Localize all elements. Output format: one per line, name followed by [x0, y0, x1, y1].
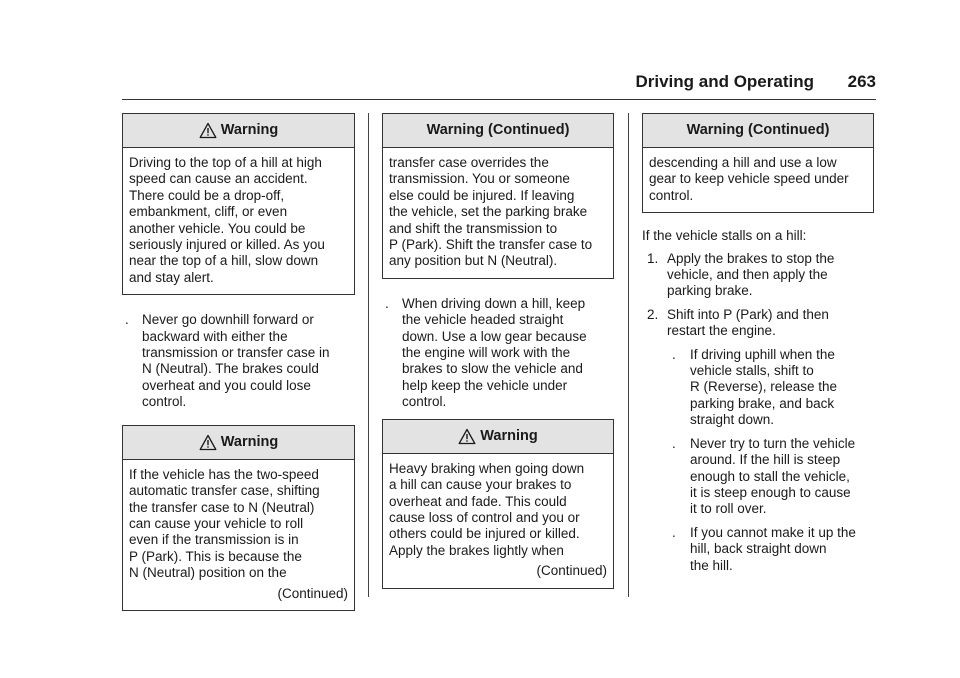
warning-icon — [458, 428, 476, 445]
text-line: There could be a drop-off, — [129, 187, 285, 203]
bullet-marker: . — [125, 312, 129, 328]
text-line: transmission or transfer case in — [142, 345, 330, 361]
warning-header — [123, 114, 354, 148]
bullet-marker: . — [385, 295, 389, 311]
bullet-marker: . — [672, 346, 676, 362]
text-line: the transfer case to N (Neutral) — [129, 499, 315, 515]
warning-title: Warning (Continued) — [686, 122, 830, 139]
text-line: straight down. — [690, 412, 775, 428]
warning-title: Warning — [480, 427, 538, 444]
text-line: If driving uphill when the — [690, 346, 835, 362]
column-1 — [122, 113, 355, 611]
warning-header — [123, 426, 354, 460]
text-line: near the top of a hill, slow down — [129, 253, 319, 269]
text-line: P (Park). This is because the — [129, 548, 302, 564]
text-line: Shift into P (Park) and then — [667, 306, 829, 322]
sub-bullet-item — [642, 436, 874, 518]
warning-body — [123, 460, 354, 610]
text-line: down. Use a low gear because — [402, 328, 587, 344]
text-line: P (Park). Shift the transfer case to — [389, 237, 593, 253]
text-line: the engine will work with the — [402, 345, 571, 361]
text-line: N (Neutral) position on the — [129, 565, 287, 581]
text-line: seriously injured or killed. As you — [129, 237, 325, 253]
warning-box-heavy-braking — [382, 419, 614, 589]
warning-body — [643, 148, 873, 212]
column-divider-2 — [628, 113, 629, 597]
page-header — [122, 72, 876, 100]
warning-box-continued — [382, 113, 614, 279]
text-line: Driving to the top of a hill at high — [129, 155, 322, 170]
continued-label: (Continued) — [277, 585, 348, 601]
text-line: Never go downhill forward or — [142, 312, 314, 328]
step-number: 2. — [647, 306, 659, 322]
text-line: others could be injured or killed. — [389, 526, 580, 542]
warning-icon — [199, 122, 217, 139]
warning-body — [383, 454, 613, 588]
text-line: a hill can cause your brakes to — [389, 477, 572, 493]
text-line: can cause your vehicle to roll — [129, 515, 304, 531]
text-line: vehicle, and then apply the — [667, 267, 828, 283]
text-line: control. — [649, 187, 694, 203]
numbered-step — [642, 307, 874, 340]
warning-box-continued — [642, 113, 874, 213]
text-line: transmission. You or someone — [389, 171, 570, 187]
numbered-step — [642, 251, 874, 300]
text-line: N (Neutral). The brakes could — [142, 361, 319, 377]
column-divider-1 — [368, 113, 369, 597]
text-line: R (Reverse), release the — [690, 379, 838, 395]
text-line: another vehicle. You could be — [129, 220, 306, 236]
bullet-marker: . — [672, 524, 676, 540]
text-line: any position but N (Neutral). — [389, 253, 558, 269]
text-line: Heavy braking when going down — [389, 460, 585, 476]
text-line: backward with either the — [142, 328, 288, 344]
bullet-item — [382, 296, 614, 411]
bullet-marker: . — [672, 435, 676, 451]
text-line: the vehicle, set the parking brake — [389, 204, 588, 220]
warning-title: Warning — [220, 122, 279, 139]
text-line: restart the engine. — [667, 323, 776, 339]
sub-bullet-item — [642, 525, 874, 574]
text-line: If the vehicle has the two-speed — [129, 466, 319, 482]
warning-box-hill-top — [122, 113, 355, 295]
text-line: embankment, cliff, or even — [129, 204, 288, 220]
text-line: gear to keep vehicle speed under — [649, 171, 849, 187]
warning-title: Warning — [220, 433, 279, 450]
text-line: descending a hill and use a low — [649, 155, 837, 170]
text-line: and shift the transmission to — [389, 220, 558, 236]
text-line: it to roll over. — [690, 501, 767, 517]
section-title: Driving and Operating — [635, 72, 814, 91]
warning-header — [643, 114, 873, 148]
text-line: Apply the brakes to stop the — [667, 250, 835, 266]
sub-bullet-item — [642, 347, 874, 429]
warning-header — [383, 420, 613, 454]
column-2 — [382, 113, 614, 589]
text-line: When driving down a hill, keep — [402, 295, 586, 311]
warning-icon — [199, 434, 217, 451]
text-line: else could be injured. If leaving — [389, 187, 575, 203]
column-3 — [642, 113, 874, 574]
text-line: vehicle stalls, shift to — [690, 363, 814, 379]
text-line: overheat and you could lose — [142, 377, 311, 393]
warning-header — [383, 114, 613, 148]
intro-text: If the vehicle stalls on a hill: — [642, 228, 807, 244]
text-line: parking brake. — [667, 283, 753, 299]
text-line: parking brake, and back — [690, 395, 835, 411]
text-line: even if the transmission is in — [129, 532, 299, 548]
text-line: speed can cause an accident. — [129, 171, 308, 187]
text-line: help keep the vehicle under — [402, 377, 568, 393]
bullet-item — [122, 312, 355, 410]
page-number: 263 — [847, 72, 876, 91]
text-line: control. — [402, 394, 447, 410]
warning-body — [383, 148, 613, 278]
text-line: automatic transfer case, shifting — [129, 483, 320, 499]
text-line: the vehicle headed straight — [402, 312, 564, 328]
warning-title: Warning (Continued) — [426, 122, 570, 139]
text-line: control. — [142, 394, 187, 410]
warning-box-transfer-case — [122, 425, 355, 611]
text-line: the hill. — [690, 557, 733, 573]
text-line: cause loss of control and you or — [389, 509, 580, 525]
text-line: it is steep enough to cause — [690, 484, 851, 500]
text-line: enough to stall the vehicle, — [690, 468, 850, 484]
warning-body — [123, 148, 354, 294]
text-line: overheat and fade. This could — [389, 493, 567, 509]
text-line: brakes to slow the vehicle and — [402, 361, 583, 377]
continued-label: (Continued) — [536, 563, 607, 579]
text-line: If you cannot make it up the — [690, 524, 856, 540]
text-line: and stay alert. — [129, 269, 214, 285]
text-line: hill, back straight down — [690, 541, 827, 557]
text-line: Never try to turn the vehicle — [690, 435, 856, 451]
text-line: around. If the hill is steep — [690, 452, 841, 468]
text-line: transfer case overrides the — [389, 155, 549, 170]
text-line: Apply the brakes lightly when — [389, 542, 564, 558]
step-number: 1. — [647, 250, 659, 266]
